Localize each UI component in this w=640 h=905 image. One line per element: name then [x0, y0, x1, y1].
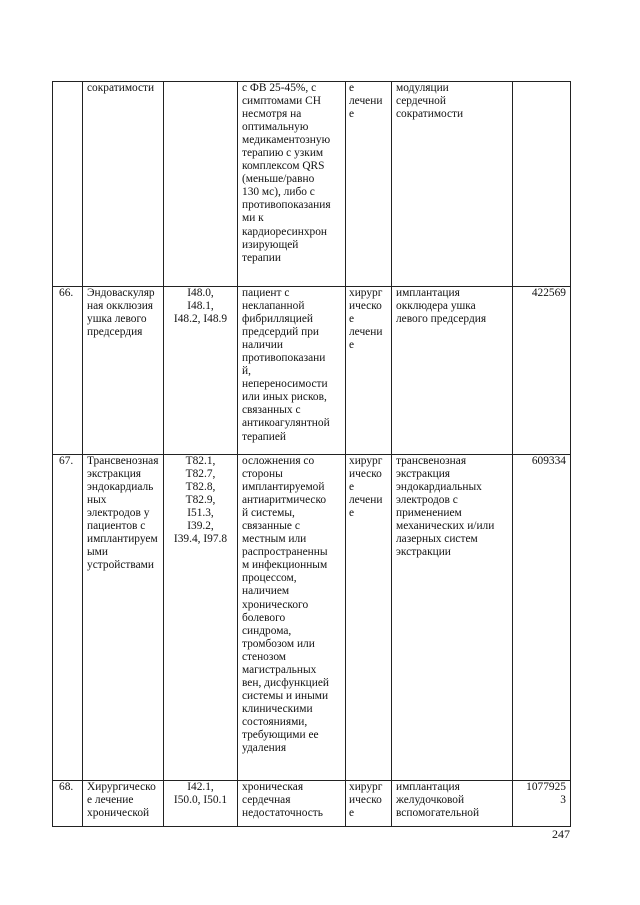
cell-line: эндокардиальных: [396, 481, 482, 494]
cell-line: непереносимости: [242, 378, 328, 391]
cell-line: медикаментозную: [242, 134, 331, 147]
cell-line: удаления: [242, 742, 287, 755]
cell-line: е лечение: [87, 794, 134, 807]
table-row: [53, 287, 571, 455]
cell-line: хирург: [349, 781, 383, 793]
cell-line: й,: [242, 365, 251, 378]
cell-line: 68.: [59, 781, 74, 793]
cell-line: процессом,: [242, 572, 297, 585]
cell-line: Хирургическо: [87, 781, 156, 793]
cell-line: хирург: [349, 455, 383, 467]
cell-line: сократимости: [396, 108, 464, 121]
cell-line: е: [349, 807, 355, 820]
cell-line: хронического: [242, 598, 309, 611]
cell-line: е: [349, 507, 355, 520]
patient-model-cell: [238, 287, 346, 455]
row-number-cell: [53, 781, 83, 827]
cell-line: предсердия: [87, 326, 143, 339]
treatment-method-cell: [392, 455, 513, 781]
cell-line: вен, дисфункцией: [242, 676, 330, 689]
service-name-cell: [83, 455, 164, 781]
cell-line: наличии: [242, 339, 283, 352]
cell-line: терапией: [242, 430, 286, 443]
cell-line: магистральных: [242, 663, 317, 676]
cell-line: вспомогательной: [396, 807, 480, 820]
icd-codes-cell: [164, 82, 238, 287]
cell-line: сердечная: [242, 794, 291, 807]
cell-line: ическо: [349, 794, 382, 807]
cell-line: осложнения со: [242, 455, 315, 467]
cell-line: T82.7,: [185, 468, 216, 481]
cell-line: терапию с узким: [242, 147, 324, 160]
cell-line: электродов у: [87, 507, 150, 520]
cost-cell: [513, 287, 571, 455]
cell-line: экстракции: [396, 546, 451, 559]
table-row: [53, 82, 571, 287]
cell-line: окклюдера ушка: [396, 300, 476, 313]
cell-line: имплантация: [396, 781, 460, 793]
cell-line: й системы,: [242, 507, 295, 520]
cell-line: 1077925: [526, 781, 566, 793]
cell-line: T82.9,: [185, 494, 216, 507]
cell-line: Трансвенозная: [87, 455, 159, 467]
cost-cell: [513, 781, 571, 827]
treatment-type-cell: [346, 287, 392, 455]
cell-line: T82.8,: [185, 481, 216, 494]
cell-line: распространенны: [242, 546, 328, 559]
service-name-cell: [83, 287, 164, 455]
cell-line: антикоагулянтной: [242, 417, 330, 430]
cell-line: электродов с: [396, 494, 458, 507]
patient-model-cell: [238, 82, 346, 287]
cell-line: устройствами: [87, 559, 154, 572]
cell-line: 130 мс), либо с: [242, 186, 315, 199]
cell-line: лечени: [349, 95, 383, 108]
cell-line: 3: [560, 794, 566, 807]
cell-line: антиаритмическо: [242, 494, 327, 507]
cell-line: имплантируемой: [242, 481, 325, 494]
cell-line: клиническими: [242, 702, 313, 715]
cell-line: I48.0,: [187, 287, 214, 299]
cell-line: недостаточность: [242, 807, 323, 820]
cell-line: желудочковой: [396, 794, 465, 807]
patient-model-cell: [238, 781, 346, 827]
cell-line: пациентов с: [87, 520, 146, 533]
cell-line: симптомами СН: [242, 95, 321, 108]
row-number-cell: [53, 455, 83, 781]
cell-line: модуляции: [396, 82, 449, 94]
row-number-cell: [53, 287, 83, 455]
cell-line: ыми: [87, 546, 108, 559]
cell-line: лечени: [349, 494, 383, 507]
cell-line: I51.3,: [187, 507, 214, 520]
treatment-method-cell: [392, 287, 513, 455]
cell-line: 66.: [59, 287, 74, 299]
row-number-cell: [53, 82, 83, 287]
cost-cell: [513, 455, 571, 781]
cell-line: состояниями,: [242, 715, 308, 728]
page-number: 247: [552, 827, 570, 841]
cell-line: I48.2, I48.9: [173, 313, 228, 326]
cell-line: 609334: [531, 455, 566, 467]
cell-line: пациент с: [242, 287, 290, 299]
cell-line: I48.1,: [187, 300, 214, 313]
cell-line: имплантируем: [87, 533, 158, 546]
cell-line: хирург: [349, 287, 383, 299]
cell-line: трансвенозная: [396, 455, 467, 467]
cell-line: е: [349, 82, 355, 94]
cell-line: лечени: [349, 326, 383, 339]
cell-line: ушка левого: [87, 313, 147, 326]
cell-line: оптимальную: [242, 121, 309, 134]
cell-line: фибрилляцией: [242, 313, 314, 326]
treatment-method-cell: [392, 781, 513, 827]
treatment-type-cell: [346, 781, 392, 827]
patient-model-cell: [238, 455, 346, 781]
cell-line: связанные с: [242, 520, 300, 533]
cell-line: хронической: [87, 807, 150, 820]
table-row: [53, 781, 571, 827]
cell-line: с ФВ 25-45%, с: [242, 82, 317, 94]
cell-line: или иных рисков,: [242, 391, 327, 404]
cell-line: изирующей: [242, 238, 299, 251]
cell-line: е: [349, 481, 355, 494]
cell-line: 422569: [531, 287, 566, 299]
cell-line: применением: [396, 507, 462, 520]
treatment-method-cell: [392, 82, 513, 287]
cell-line: неклапанной: [242, 300, 305, 313]
cell-line: несмотря на: [242, 108, 302, 121]
table-row: [53, 455, 571, 781]
cell-line: ми к: [242, 212, 264, 225]
cell-line: местным или: [242, 533, 307, 546]
cell-line: стороны: [242, 468, 283, 481]
icd-codes-cell: [164, 455, 238, 781]
cell-line: противопоказания: [242, 199, 331, 212]
cell-line: сердечной: [396, 95, 446, 108]
cell-line: ическо: [349, 468, 382, 481]
cell-line: ическо: [349, 300, 382, 313]
cell-line: связанных с: [242, 404, 301, 417]
treatment-type-cell: [346, 455, 392, 781]
cell-line: экстракция: [87, 468, 142, 481]
cell-line: комплексом QRS: [242, 160, 325, 173]
cell-line: Эндоваскуляр: [87, 287, 155, 299]
cell-line: м инфекционным: [242, 559, 328, 572]
cell-line: I39.2,: [187, 520, 214, 533]
cell-line: системы и иными: [242, 689, 329, 702]
cell-line: е: [349, 339, 355, 352]
cell-line: эндокардиаль: [87, 481, 154, 494]
icd-codes-cell: [164, 781, 238, 827]
cell-line: левого предсердия: [396, 313, 487, 326]
cell-line: предсердий при: [242, 326, 320, 339]
cell-line: имплантация: [396, 287, 460, 299]
cell-line: тромбозом или: [242, 637, 315, 650]
treatment-type-cell: [346, 82, 392, 287]
cell-line: T82.1,: [185, 455, 216, 467]
cell-line: 67.: [59, 455, 74, 467]
cell-line: кардиоресинхрон: [242, 225, 328, 238]
cell-line: экстракция: [396, 468, 451, 481]
medical-services-table: [52, 81, 571, 827]
icd-codes-cell: [164, 287, 238, 455]
cell-line: терапии: [242, 251, 281, 264]
cell-line: е: [349, 313, 355, 326]
cell-line: ных: [87, 494, 107, 507]
cell-line: противопоказани: [242, 352, 326, 365]
service-name-cell: [83, 781, 164, 827]
cost-cell: [513, 82, 571, 287]
cell-line: болевого: [242, 611, 286, 624]
cell-line: хроническая: [242, 781, 304, 793]
cell-line: стенозом: [242, 650, 286, 663]
cell-line: лазерных систем: [396, 533, 478, 546]
cell-line: сократимости: [87, 82, 155, 94]
cell-line: (меньше/равно: [242, 173, 315, 186]
cell-line: наличием: [242, 585, 290, 598]
cell-line: синдрома,: [242, 624, 292, 637]
cell-line: I42.1,: [187, 781, 214, 793]
cell-line: механических и/или: [396, 520, 495, 533]
cell-line: ная окклюзия: [87, 300, 154, 313]
cell-line: е: [349, 108, 355, 121]
service-name-cell: [83, 82, 164, 287]
cell-line: I50.0, I50.1: [173, 794, 228, 807]
cell-line: требующими ее: [242, 728, 319, 741]
cell-line: I39.4, I97.8: [173, 533, 228, 546]
